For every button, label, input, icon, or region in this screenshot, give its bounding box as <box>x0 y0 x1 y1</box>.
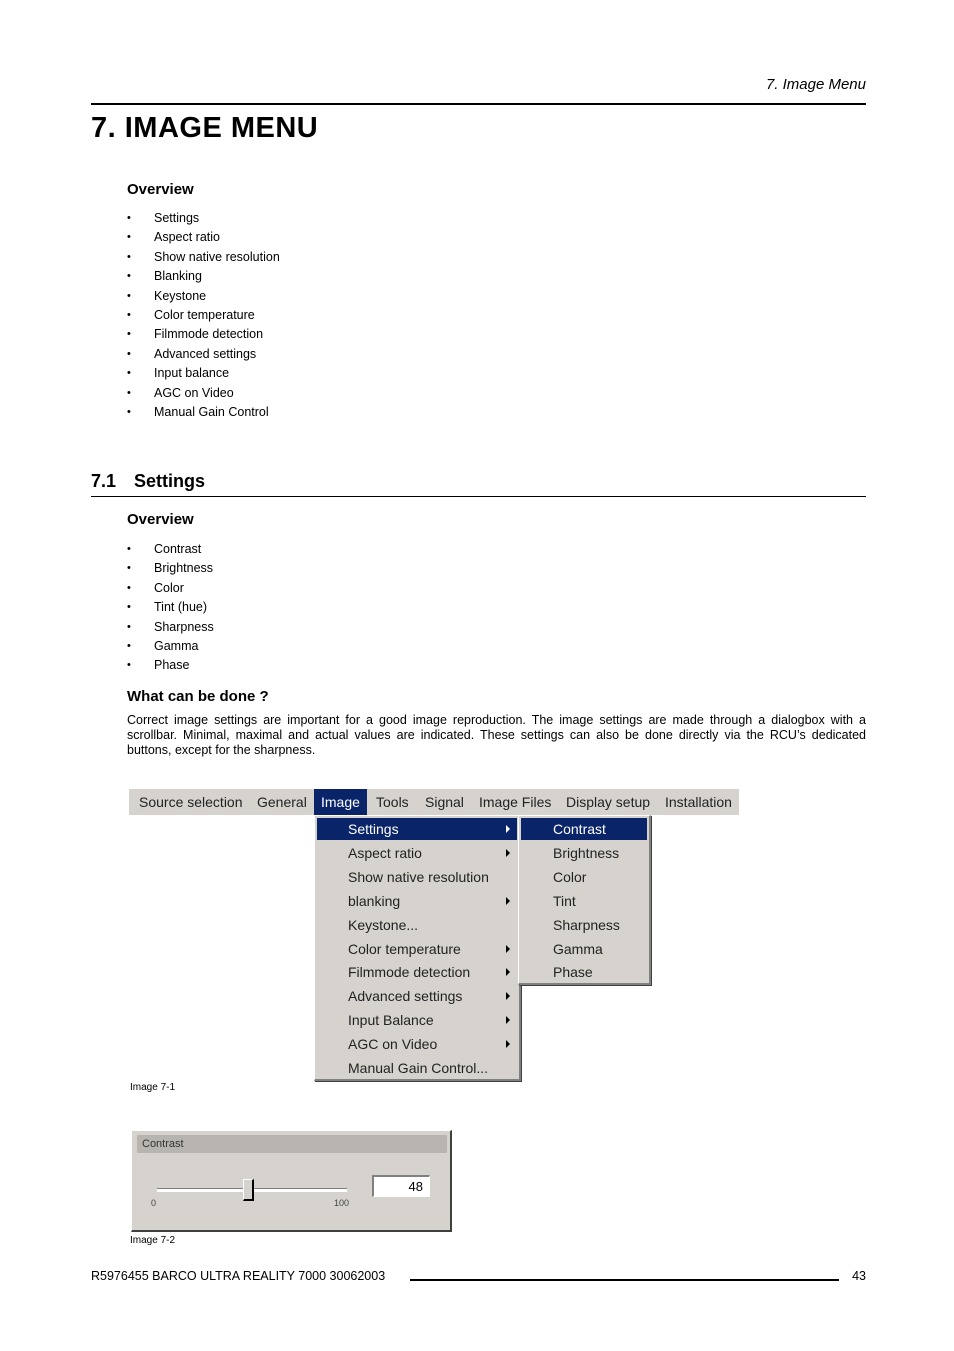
image-menu-item-label: Color temperature <box>348 940 461 957</box>
overview-list-item: • Filmmode detection <box>127 325 280 344</box>
image-menu-item-label: Aspect ratio <box>348 844 422 861</box>
overview-list-item: • Aspect ratio <box>127 228 280 247</box>
menu-image-files[interactable]: Image Files <box>479 794 552 810</box>
slider-max-label: 100 <box>334 1198 350 1208</box>
slider-min-label: 0 <box>151 1198 157 1208</box>
page-number: 43 <box>852 1269 866 1283</box>
settings-submenu-item-label: Phase <box>553 964 593 981</box>
submenu-arrow-icon <box>506 945 510 953</box>
chapter-title: 7. IMAGE MENU <box>91 112 319 144</box>
value-field[interactable]: 48 <box>372 1175 430 1197</box>
settings-list-item: • Gamma <box>127 637 214 656</box>
settings-submenu-item-label: Sharpness <box>553 916 620 933</box>
overview-list-item: • Advanced settings <box>127 345 280 364</box>
overview-list-item: • Blanking <box>127 267 280 286</box>
image-menu-item[interactable] <box>317 1033 517 1055</box>
image-menu-item[interactable] <box>317 1009 517 1031</box>
image-menu-item[interactable] <box>317 842 517 864</box>
submenu-arrow-icon <box>506 849 510 857</box>
image-menu-item-label: Show native resolution <box>348 868 489 885</box>
menu-bar <box>129 789 739 815</box>
submenu-arrow-icon <box>506 1040 510 1048</box>
overview-list-item: • Show native resolution <box>127 248 280 267</box>
overview-list-item: • AGC on Video <box>127 384 280 403</box>
image-menu-item-label: Manual Gain Control... <box>348 1060 489 1076</box>
image-menu-item[interactable] <box>317 961 517 983</box>
settings-list-item: • Sharpness <box>127 618 214 637</box>
image-menu-item-label: Keystone... <box>348 916 419 933</box>
footer-text: R5976455 BARCO ULTRA REALITY 7000 30062003 <box>91 1269 386 1283</box>
overview-list-item: • Color temperature <box>127 306 280 325</box>
what-paragraph: Correct image settings are important for a good image reproduction. The image settings are made through a dialogbox with a scrollbar. Minimal, maximal and actual values are indicated. These settings can also be done directly via the RCU’s dedicated buttons, except for the sharpness. <box>127 713 866 757</box>
image-menu-item[interactable] <box>317 1057 517 1079</box>
image-menu-item-label: blanking <box>348 892 401 909</box>
image-menu-item[interactable] <box>317 866 517 888</box>
contrast-dialog <box>131 1130 452 1232</box>
overview-list-item: • Settings <box>127 209 280 228</box>
what-heading: What can be done ? <box>127 688 269 705</box>
dialog-title: Contrast <box>137 1135 447 1153</box>
image-menu-item[interactable] <box>317 890 517 912</box>
submenu-arrow-icon <box>506 968 510 976</box>
image-dropdown-menu <box>314 815 521 1081</box>
overview-list-item: • Keystone <box>127 287 280 306</box>
settings-submenu-item-label: Gamma <box>553 940 603 957</box>
settings-submenu-item[interactable] <box>521 938 647 960</box>
image-caption-1: Image 7-1 <box>130 1082 176 1093</box>
settings-list-item: • Phase <box>127 656 214 675</box>
settings-submenu-item[interactable] <box>521 842 647 864</box>
section-rule <box>91 496 866 497</box>
image-caption-2: Image 7-2 <box>130 1235 176 1246</box>
running-header: 7. Image Menu <box>765 76 866 93</box>
submenu-arrow-icon <box>506 897 510 905</box>
overview-list-item: • Manual Gain Control <box>127 403 280 422</box>
menu-display-setup[interactable]: Display setup <box>566 794 651 810</box>
submenu-arrow-icon <box>506 992 510 1000</box>
settings-submenu-item-label: Brightness <box>553 844 620 861</box>
image-menu-item[interactable] <box>317 985 517 1007</box>
section-title <box>91 471 205 492</box>
settings-overview-list <box>127 540 214 676</box>
slider-thumb[interactable] <box>243 1179 254 1201</box>
image-menu-item[interactable] <box>317 938 517 960</box>
menu-tools[interactable]: Tools <box>376 794 409 810</box>
menu-signal[interactable]: Signal <box>425 794 464 810</box>
image-menu-item-label: Input Balance <box>348 1012 434 1029</box>
settings-submenu <box>518 815 651 985</box>
settings-submenu-item[interactable] <box>521 890 647 912</box>
menu-image[interactable]: Image <box>314 789 367 815</box>
overview-list <box>127 209 280 422</box>
image-menu-item[interactable] <box>317 818 517 840</box>
settings-overview-heading: Overview <box>127 511 194 528</box>
overview-list-item: • Input balance <box>127 364 280 383</box>
menu-installation[interactable]: Installation <box>665 794 732 810</box>
settings-submenu-item-label: Tint <box>553 892 576 909</box>
settings-list-item: • Color <box>127 579 214 598</box>
menu-source-selection[interactable]: Source selection <box>139 794 243 810</box>
settings-list-item: • Brightness <box>127 559 214 578</box>
image-menu-item-label: AGC on Video <box>348 1036 438 1053</box>
section-number: 7.1 <box>91 471 117 491</box>
image-menu-item-label: Settings <box>348 821 399 837</box>
image-menu-item-label: Advanced settings <box>348 988 463 1005</box>
submenu-arrow-icon <box>506 825 510 833</box>
header-rule <box>91 103 866 105</box>
settings-submenu-item-label: Contrast <box>553 821 606 837</box>
image-menu-item[interactable] <box>317 914 517 936</box>
image-menu-item-label: Filmmode detection <box>348 964 471 981</box>
settings-submenu-item[interactable] <box>521 961 647 983</box>
settings-list-item: • Tint (hue) <box>127 598 214 617</box>
footer-rule <box>410 1279 839 1281</box>
settings-list-item: • Contrast <box>127 540 214 559</box>
settings-submenu-item[interactable] <box>521 866 647 888</box>
section-name: Settings <box>134 471 206 491</box>
settings-submenu-item[interactable] <box>521 914 647 936</box>
menu-general[interactable]: General <box>257 794 307 810</box>
overview-heading: Overview <box>127 181 194 198</box>
settings-submenu-item[interactable] <box>521 818 647 840</box>
settings-submenu-item-label: Color <box>553 868 587 885</box>
submenu-arrow-icon <box>506 1016 510 1024</box>
